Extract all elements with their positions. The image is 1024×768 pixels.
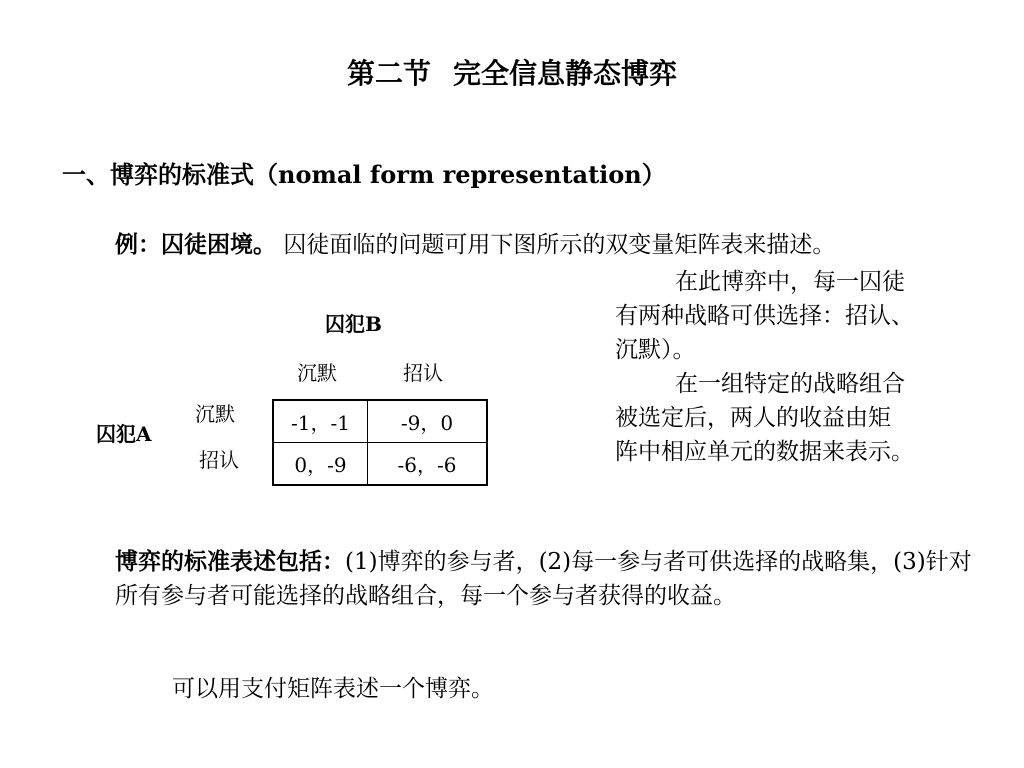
slide-title [0,52,1024,92]
example-label: 例：囚徒困境。 [115,231,276,258]
side-note-line: 阵中相应单元的数据来表示。 [615,439,914,465]
side-note-line: 在此博弈中，每一囚徒 [675,269,905,295]
example-text: 囚徒面临的问题可用下图所示的双变量矩阵表来描述。 [283,232,836,258]
row-header-silent: 沉默 [195,402,235,426]
side-note-line: 有两种战略可供选择：招认、 [615,303,914,329]
components-label: 博弈的标准表述包括： [115,548,345,575]
side-note-line: 在一组特定的战略组合 [675,371,905,397]
matrix-cell: -6，-6 [368,443,488,486]
matrix-cell: 0，-9 [273,443,368,486]
player-b-label: 囚犯B [325,312,382,336]
slide-title-section: 第二节 [346,57,431,90]
components-paragraph [115,545,985,613]
matrix-cell: -1，-1 [273,400,368,443]
side-note-line: 沉默）。 [615,337,696,363]
section-heading: 一、博弈的标准式（nomal form representation） [62,160,666,189]
player-a-label: 囚犯A [96,422,152,446]
matrix-row [273,400,487,443]
conclusion-text: 可以用支付矩阵表述一个博弈。 [172,676,494,702]
matrix-row [273,443,487,486]
column-header-silent: 沉默 [297,361,337,385]
side-note [615,265,914,469]
side-note-line: 被选定后，两人的收益由矩 [615,405,891,431]
column-header-confess: 招认 [403,361,443,385]
example-paragraph [115,228,965,262]
payoff-matrix [272,399,488,486]
components-text: (1)博弈的参与者，(2)每一参与者可供选择的战略集，(3)针对所有参与者可能选择的战略组合，每一个参与者获得的收益。 [115,549,972,609]
matrix-cell: -9，0 [368,400,488,443]
slide-title-topic: 完全信息静态博弈 [453,57,678,90]
row-header-confess: 招认 [199,448,239,472]
